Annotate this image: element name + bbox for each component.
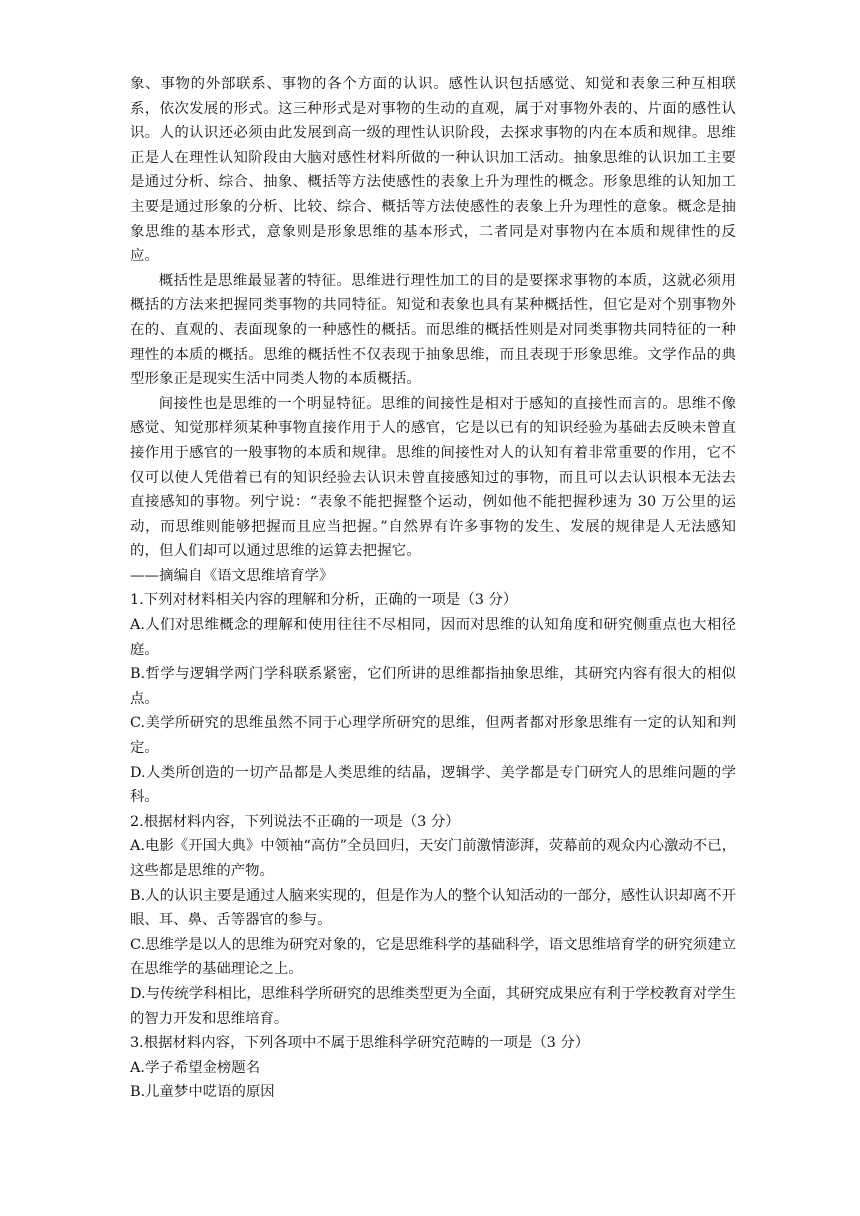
- question-list: [130, 588, 736, 1104]
- option-d: D.与传统学科相比，思维科学所研究的思维类型更为全面，其研究成果应有利于学校教育对学生的智力开发和思维培育。: [130, 985, 736, 1027]
- question-1: [130, 588, 736, 809]
- passage-paragraph-2: 概括性是思维最显著的特征。思维进行理性加工的目的是要探求事物的本质，这就必须用概括的方法来把握同类事物的共同特征。知觉和表象也具有某种概括性，但它是对个别事物外在的、直观的、表面现象的一种感性的概括。而思维的概括性则是对同类事物共同特征的一种理性的本质的概括。思维的概括性不仅表现于抽象思维，而且表现于形象思维。文学作品的典型形象正是现实生活中同类人物的本质概括。: [130, 272, 736, 388]
- passage-paragraph-1: 象、事物的外部联系、事物的各个方面的认识。感性认识包括感觉、知觉和表象三种互相联系，依次发展的形式。这三种形式是对事物的生动的直观，属于对事物外表的、片面的感性认识。人的认识还必须由此发展到高一级的理性认识阶段，去探求事物的内在本质和规律。思维正是人在理性认知阶段由大脑对感性材料所做的一种认识加工活动。抽象思维的认识加工主要是通过分析、综合、抽象、概括等方法使感性的表象上升为理性的概念。形象思维的认知加工主要是通过形象的分析、比较、综合、概括等方法使感性的表象上升为理性的意象。概念是抽象思维的基本形式，意象则是形象思维的基本形式，二者同是对事物内在本质和规律性的反应。: [130, 76, 736, 265]
- option-c: C.思维学是以人的思维为研究对象的，它是思维科学的基础科学，语文思维培育学的研究须建立在思维学的基础理论之上。: [130, 936, 736, 978]
- option-b: B.人的认识主要是通过人脑来实现的，但是作为人的整个认知活动的一部分，感性认识却离不开眼、耳、鼻、舌等器官的参与。: [130, 887, 736, 929]
- question-3: [130, 1031, 736, 1105]
- option-b: B.哲学与逻辑学两门学科联系紧密，它们所讲的思维都指抽象思维，其研究内容有很大的相似点。: [130, 666, 736, 707]
- option-c: C.美学所研究的思维虽然不同于心理学所研究的思维，但两者都对形象思维有一定的认知和判定。: [130, 715, 736, 757]
- option-a: A.电影《开国大典》中领袖“高仿”全员回归，天安门前激情澎湃，荧幕前的观众内心激动不已，这些都是思维的产物。: [130, 838, 736, 879]
- document-page: [130, 72, 736, 1105]
- option-a: A.人们对思维概念的理解和使用往往不尽相同，因而对思维的认知角度和研究侧重点也大相径庭。: [130, 617, 736, 658]
- passage-source: ——摘编自《语文思维培育学》: [130, 567, 334, 584]
- question-stem: 1.下列对材料相关内容的理解和分析，正确的一项是（3 分）: [130, 592, 518, 609]
- option-d: D.人类所创造的一切产品都是人类思维的结晶，逻辑学、美学都是专门研究人的思维问题的学科。: [130, 764, 736, 806]
- option-a: A.学子希望金榜题名: [130, 1059, 261, 1076]
- option-b: B.儿童梦中呓语的原因: [130, 1084, 275, 1101]
- reading-passage: [130, 72, 736, 588]
- question-stem: 2.根据材料内容，下列说法不正确的一项是（3 分）: [130, 813, 460, 830]
- question-stem: 3.根据材料内容，下列各项中不属于思维科学研究范畴的一项是（3 分）: [130, 1035, 590, 1052]
- question-2: [130, 810, 736, 1031]
- passage-paragraph-3: 间接性也是思维的一个明显特征。思维的间接性是相对于感知的直接性而言的。思维不像感觉、知觉那样须某种事物直接作用于人的感官，它是以已有的知识经验为基础去反映未曾直接作用于感官的一般事物的本质和规律。思维的间接性对人的认知有着非常重要的作用，它不仅可以使人凭借着已有的知识经验去认识未曾直接感知过的事物，而且可以去认识根本无法去直接感知的事物。列宁说：“表象不能把握整个运动，例如他不能把握秒速为 30 万公里的运动，而思维则能够把握而且应当把握。”自然界有许多事物的发生、发展的规律是人无法感知的，但人们却可以通过思维的运算去把握它。: [130, 395, 736, 560]
